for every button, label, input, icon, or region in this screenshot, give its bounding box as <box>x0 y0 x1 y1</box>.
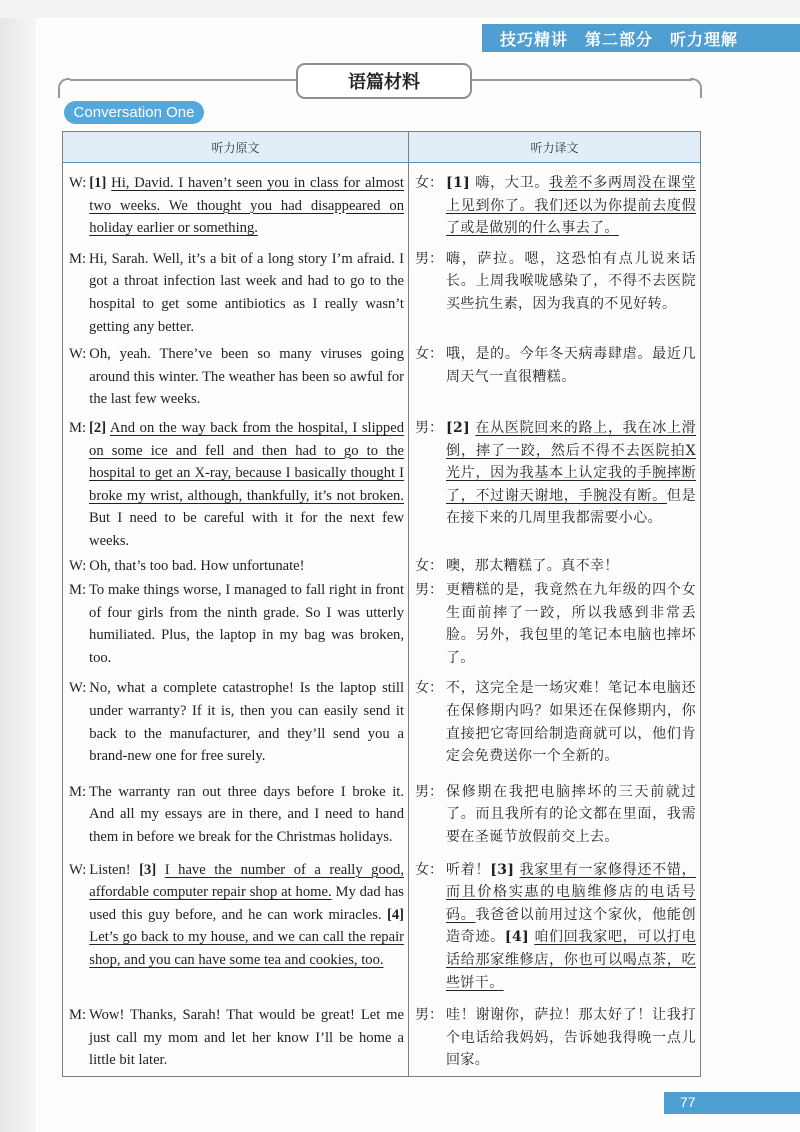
translation-text <box>446 343 696 388</box>
original-text <box>89 859 404 972</box>
title-rule-left-hook <box>58 78 70 98</box>
translation-text <box>446 172 696 240</box>
original-text <box>89 555 404 578</box>
page-title: 语篇材料 <box>296 63 472 99</box>
dialogue-row <box>63 413 701 554</box>
underlined-text: Hi, David. I haven’t seen you in class for almost two weeks. We thought you had disappeared on holiday earlier or something. <box>89 175 404 237</box>
original-cell <box>63 855 409 999</box>
title-rule-right-hook <box>690 78 702 98</box>
original-cell <box>63 998 409 1076</box>
translation-text <box>446 1004 696 1072</box>
text-segment: No, what a complete catastrophe! Is the laptop still under warranty? If it is, then you can easily send it back to the manufacturer, and they’ll send you a brand-new one for free surely. <box>89 680 404 765</box>
underlined-text: 在从医院回来的路上，我在冰上滑倒，摔了一跤，然后不得不去医院拍X光片，因为我基本上认定我的手腕摔断了，不过谢天谢地，手腕没有断。 <box>446 419 696 504</box>
page-edge-shadow <box>0 0 36 1132</box>
text-segment: Wow! Thanks, Sarah! That would be great! Let me just call my mom and let her know I’ll be home a little bit later. <box>89 1007 404 1069</box>
text-segment: Hi, Sarah. Well, it’s a bit of a long story I’m afraid. I got a throat infection last week and had to go to the hospital to get some antibiotics as I really wasn’t getting any better. <box>89 250 404 335</box>
translation-text <box>446 248 696 316</box>
original-cell <box>63 339 409 413</box>
speaker-label: 男： <box>415 419 443 436</box>
translation-text <box>446 859 696 995</box>
dialogue-row <box>63 998 701 1076</box>
speaker-label: W: <box>69 346 87 363</box>
text-segment: 保修期在我把电脑摔坏的三天前就过了。而且我所有的论文都在里面，我需要在圣诞节放假前交上去。 <box>446 783 696 846</box>
underlined-text: 我差不多两周没在课堂上见到你了。我们还以为你提前去度假了或是做别的什么事去了。 <box>446 175 696 237</box>
original-cell <box>63 673 409 774</box>
translation-text <box>446 417 696 530</box>
original-text <box>89 677 404 767</box>
dialogue-body <box>63 163 701 1077</box>
speaker-label: M: <box>69 783 87 800</box>
translation-cell <box>409 998 701 1076</box>
translation-cell <box>409 413 701 554</box>
original-text <box>89 579 404 669</box>
speaker-label: 男： <box>415 1007 443 1024</box>
column-header-translation: 听力译文 <box>409 132 701 163</box>
translation-cell <box>409 339 701 413</box>
dialogue-table <box>62 131 701 1077</box>
dialogue-row <box>63 163 701 242</box>
text-segment: But I need to be careful with it for the next few weeks. <box>89 510 404 549</box>
text-segment: 噢，那太糟糕了。真不幸！ <box>446 557 619 574</box>
translation-text <box>446 555 696 578</box>
translation-cell <box>409 855 701 999</box>
speaker-label: 女： <box>415 557 443 574</box>
translation-cell <box>409 775 701 855</box>
question-marker: [1] <box>446 175 471 191</box>
underlined-text: 咱们回我家吧，可以打电话给那家维修店，你也可以喝点茶，吃些饼干。 <box>446 929 696 991</box>
original-cell <box>63 775 409 855</box>
table-header-row <box>63 132 701 163</box>
translation-cell <box>409 554 701 579</box>
title-rule-right <box>468 79 692 81</box>
dialogue-row <box>63 673 701 774</box>
original-cell <box>63 163 409 242</box>
translation-text <box>446 781 696 849</box>
dialogue-row <box>63 242 701 339</box>
translation-cell <box>409 163 701 242</box>
text-segment: My dad has used this guy before, and he can work miracles. <box>89 884 404 923</box>
text-segment: 听着！ <box>446 861 491 878</box>
underlined-text: I have the number of a really good, affordable computer repair shop at home. <box>89 861 404 901</box>
section-header: 技巧精讲 第二部分 听力理解 <box>500 30 739 49</box>
speaker-label: M: <box>69 582 87 599</box>
conversation-label: Conversation One <box>64 101 204 124</box>
dialogue-row <box>63 775 701 855</box>
original-cell <box>63 554 409 579</box>
dialogue-row <box>63 855 701 999</box>
title-rule-left <box>70 79 298 81</box>
speaker-label: W: <box>69 557 87 574</box>
translation-cell <box>409 242 701 339</box>
translation-cell <box>409 578 701 673</box>
speaker-label: 男： <box>415 250 443 267</box>
dialogue-row <box>63 578 701 673</box>
speaker-label: M: <box>69 419 87 436</box>
original-text <box>89 781 404 849</box>
text-segment: 更糟糕的是，我竟然在九年级的四个女生面前摔了一跤，所以我感到非常丢脸。另外，我包里的笔记本电脑也摔坏了。 <box>446 582 696 666</box>
translation-text <box>446 579 696 669</box>
speaker-label: M: <box>69 250 87 267</box>
original-text <box>89 172 404 240</box>
original-text <box>89 248 404 338</box>
text-segment: Oh, yeah. There’ve been so many viruses going around this winter. The weather has been so awful for the last few weeks. <box>89 346 404 408</box>
underlined-text: Let’s go back to my house, and we can call the repair shop, and you can have some tea and cookies, too. <box>89 929 404 968</box>
translation-cell <box>409 673 701 774</box>
speaker-label: M: <box>69 1007 87 1024</box>
question-marker: [2] <box>89 419 107 436</box>
question-marker: [4] <box>504 929 530 946</box>
underlined-text: 我家里有一家修得还不错，而且价格实惠的电脑维修店的电话号码。 <box>446 861 696 923</box>
text-segment: 嗨，大卫。 <box>470 175 550 191</box>
text-segment: 不，这完全是一场灾难！笔记本电脑还在保修期内吗？如果还在保修期内，你直接把它寄回给制造商就可以，他们肯定会免费送你一个全新的。 <box>446 680 696 765</box>
original-text <box>89 417 404 553</box>
column-header-original: 听力原文 <box>63 132 409 163</box>
underlined-text: And on the way back from the hospital, I slipped on some ice and fell and then had to go to the hospital to get an X-ray, because I basically thought I broke my wrist, although, thankfully, it’s not broken. <box>89 419 405 504</box>
speaker-label: 女： <box>415 861 443 878</box>
original-cell <box>63 578 409 673</box>
text-segment: 我爸爸以前用过这个家伙，他能创造奇迹。 <box>446 906 696 946</box>
speaker-label: 女： <box>415 680 443 697</box>
speaker-label: 男： <box>415 783 443 800</box>
speaker-label: 男： <box>415 582 443 599</box>
translation-text <box>446 677 696 767</box>
speaker-label: W: <box>69 680 87 697</box>
dialogue-row <box>63 554 701 579</box>
page-number: 77 <box>680 1094 696 1110</box>
text-segment: The warranty ran out three days before I broke it. And all my essays are in there, and I need to hand them in before we break for the Christmas holidays. <box>89 783 404 846</box>
question-marker: [3] <box>139 861 157 878</box>
text-segment: 哦，是的。今年冬天病毒肆虐。最近几周天气一直很糟糕。 <box>446 346 696 385</box>
text-segment: 嗨，萨拉。嗯，这恐怕有点儿说来话长。上周我喉咙感染了，不得不去医院买些抗生素，因为我真的不见好转。 <box>446 250 696 312</box>
text-segment: 哇！谢谢你，萨拉！那太好了！让我打个电话给我妈妈，告诉她我得晚一点儿回家。 <box>446 1007 696 1069</box>
question-marker: [3] <box>490 861 515 878</box>
original-text <box>89 1004 404 1072</box>
text-segment: Oh, that’s too bad. How unfortunate! <box>89 557 305 574</box>
question-marker: [1] <box>89 175 107 191</box>
text-segment: Listen! <box>89 861 140 878</box>
speaker-label: W: <box>69 861 87 878</box>
original-text <box>89 343 404 411</box>
original-cell <box>63 242 409 339</box>
page-top-shadow <box>0 0 800 18</box>
dialogue-row <box>63 339 701 413</box>
question-marker: [2] <box>446 419 471 436</box>
speaker-label: 女： <box>415 175 443 191</box>
text-segment: 但是在接下来的几周里我都需要小心。 <box>446 487 696 527</box>
question-marker: [4] <box>386 906 404 923</box>
text-segment: To make things worse, I managed to fall right in front of four girls from the ninth grade. So I was utterly humiliated. Plus, the laptop in my bag was broken, too. <box>89 582 404 666</box>
speaker-label: 女： <box>415 346 443 363</box>
original-cell <box>63 413 409 554</box>
text-segment <box>156 862 165 878</box>
speaker-label: W: <box>69 175 87 191</box>
